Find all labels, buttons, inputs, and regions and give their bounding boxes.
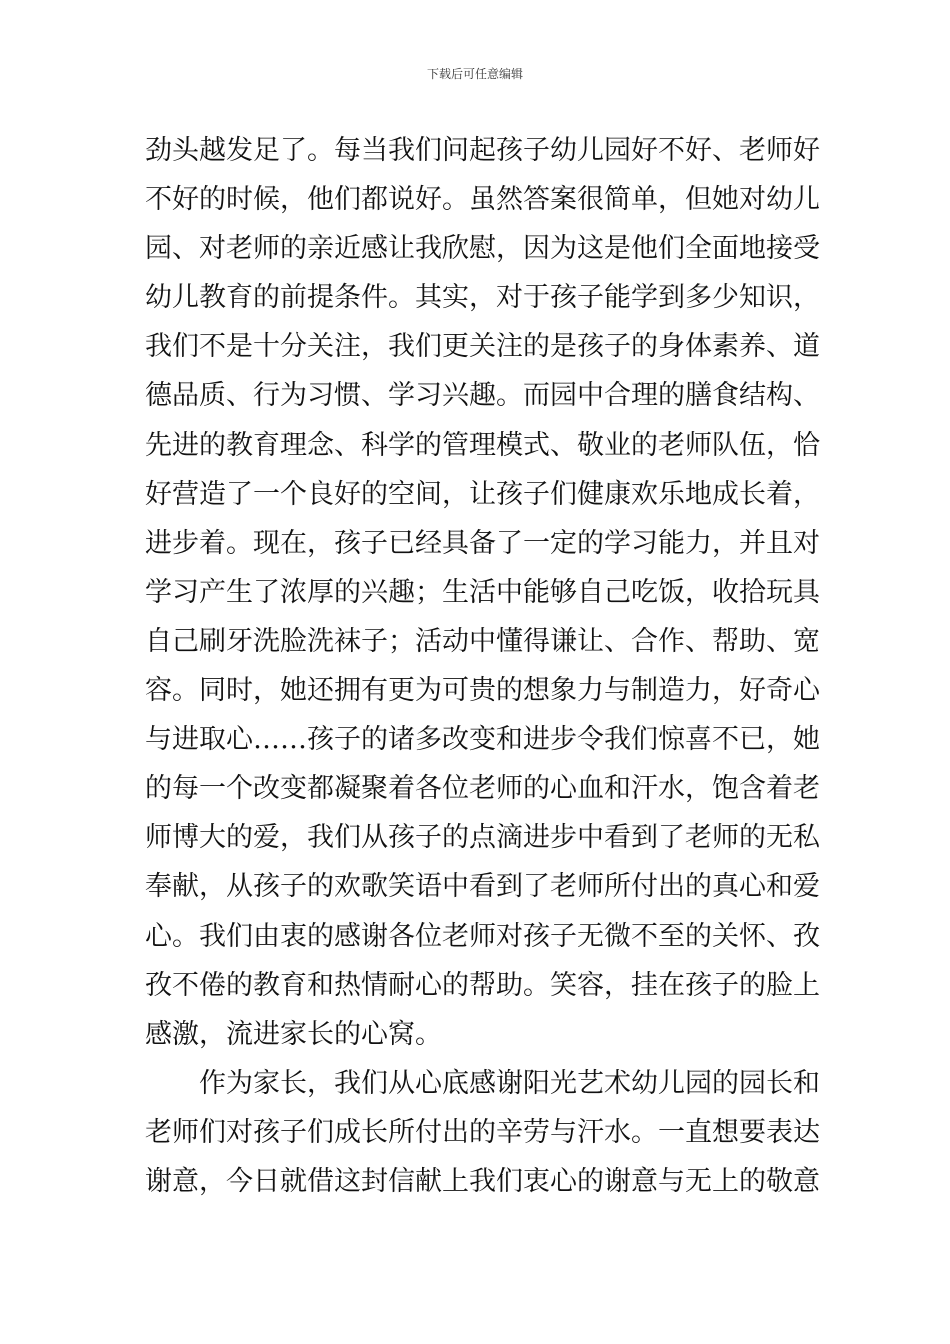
text-line: 师博大的爱，我们从孩子的点滴进步中看到了老师的无私 (145, 822, 820, 854)
text-line: 的每一个改变都凝聚着各位老师的心血和汗水，饱含着老 (145, 773, 820, 805)
paragraph-2 (145, 1059, 820, 1206)
paragraph-1 (145, 126, 820, 1059)
text-line: 作为家长，我们从心底感谢阳光艺术幼儿园的园长和 (145, 1067, 820, 1099)
text-line: 孜不倦的教育和热情耐心的帮助。笑容，挂在孩子的脸上 (145, 969, 820, 1001)
text-line: 学习产生了浓厚的兴趣；生活中能够自己吃饭，收拾玩具 (145, 576, 820, 608)
text-line: 幼儿教育的前提条件。其实，对于孩子能学到多少知识， (145, 282, 820, 314)
text-line: 自己刷牙洗脸洗袜子；活动中懂得谦让、合作、帮助、宽 (145, 625, 820, 657)
text-line: 德品质、行为习惯、学习兴趣。而园中合理的膳食结构、 (145, 380, 820, 412)
text-line: 容。同时，她还拥有更为可贵的想象力与制造力，好奇心 (145, 675, 820, 707)
text-line: 奉献，从孩子的欢歌笑语中看到了老师所付出的真心和爱 (145, 871, 820, 903)
text-line: 谢意，今日就借这封信献上我们衷心的谢意与无上的敬意 (145, 1165, 820, 1197)
text-line: 劲头越发足了。每当我们问起孩子幼儿园好不好、老师好 (145, 135, 820, 166)
text-line: 园、对老师的亲近感让我欣慰，因为这是他们全面地接受 (145, 233, 820, 265)
text-line: 我们不是十分关注，我们更关注的是孩子的身体素养、道 (145, 331, 820, 363)
page-header: 下载后可任意编辑 (426, 67, 523, 81)
text-line: 心。我们由衷的感谢各位老师对孩子无微不至的关怀、孜 (145, 920, 820, 952)
text-line: 进步着。现在，孩子已经具备了一定的学习能力，并且对 (145, 527, 820, 559)
text-line: 与进取心……孩子的诸多改变和进步令我们惊喜不已，她 (145, 724, 820, 756)
text-line: 老师们对孩子们成长所付出的辛劳与汗水。一直想要表达 (145, 1116, 820, 1148)
text-line: 先进的教育理念、科学的管理模式、敬业的老师队伍，恰 (145, 429, 820, 461)
text-line: 不好的时候，他们都说好。虽然答案很简单，但她对幼儿 (145, 184, 820, 216)
text-line: 好营造了一个良好的空间，让孩子们健康欢乐地成长着， (145, 478, 820, 510)
text-line: 感激，流进家长的心窝。 (145, 1018, 442, 1050)
letter-body (145, 126, 820, 1206)
